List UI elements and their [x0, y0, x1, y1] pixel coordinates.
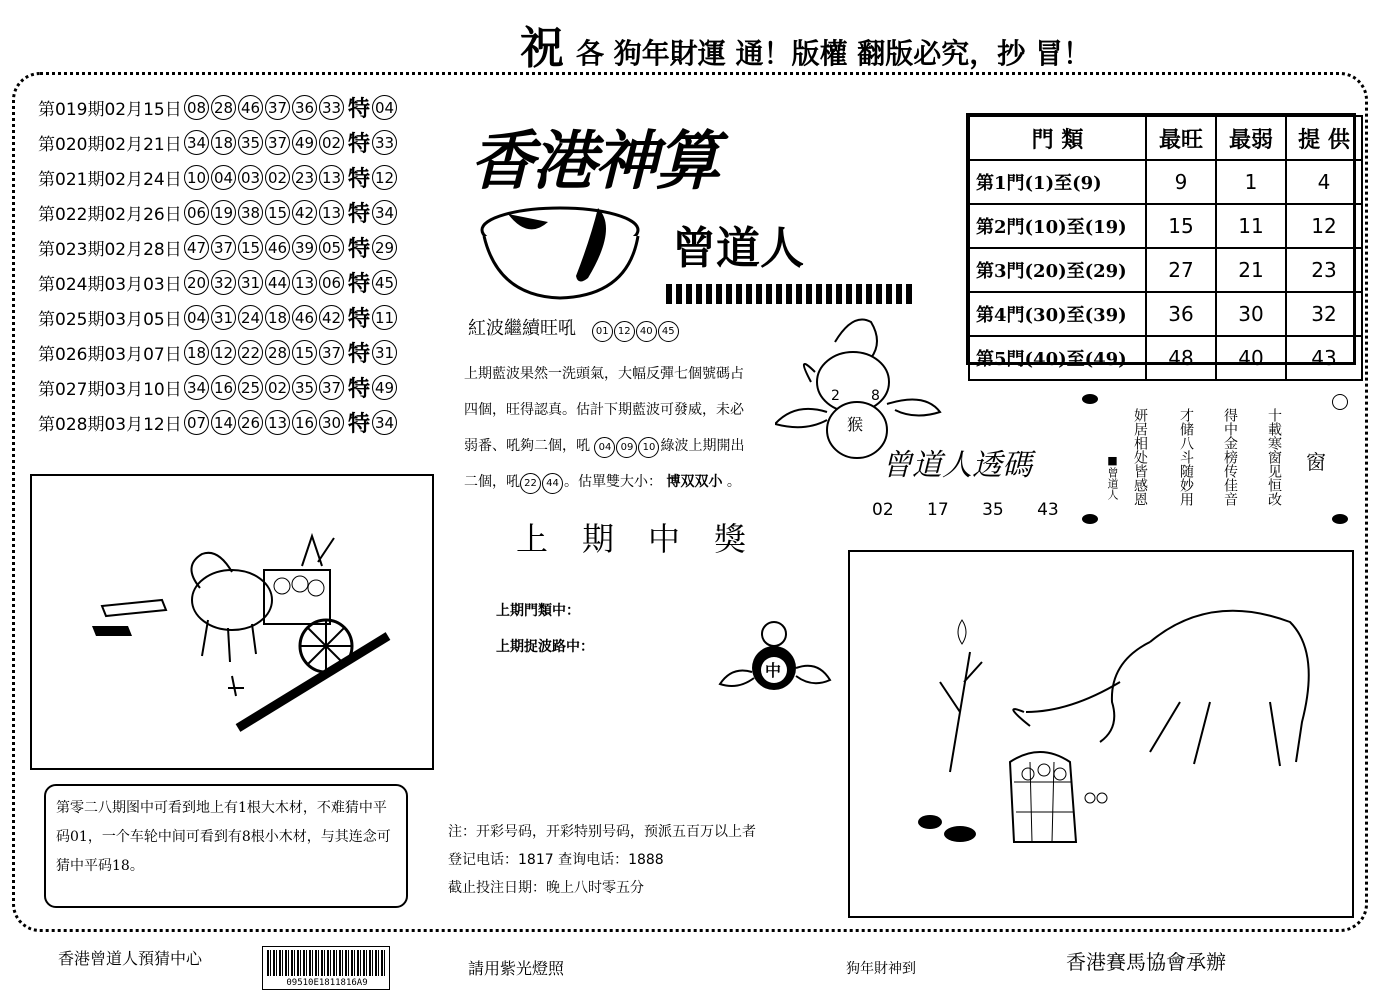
special-label: 特 [348, 271, 371, 297]
number-ball: 13 [319, 165, 344, 190]
table-row [969, 292, 1362, 336]
notice-line-1: 注：开彩号码，开彩特别号码，预派五百万以上者 [448, 824, 756, 840]
number-ball: 23 [292, 165, 317, 190]
number-ball: 18 [184, 340, 209, 365]
small-number-ball: 40 [636, 321, 657, 342]
gold-ingot-icon [478, 200, 648, 300]
cell-give: 12 [1286, 204, 1362, 248]
footer-left: 香港曾道人預猜中心 [58, 949, 203, 968]
ox-cart-illustration [32, 476, 432, 768]
number-ball: 49 [292, 130, 317, 155]
number-ball: 07 [184, 410, 209, 435]
number-ball: 37 [319, 375, 344, 400]
cell-min: 1 [1216, 160, 1286, 204]
special-label: 特 [348, 166, 371, 192]
poem-col-1: 十載寒窗见恒改 [1266, 408, 1282, 506]
draw-row [38, 125, 448, 160]
number-ball: 46 [265, 235, 290, 260]
poem-col-2: 得中金榜传佳音 [1222, 408, 1238, 506]
draw-row [38, 335, 448, 370]
draw-row [38, 265, 448, 300]
cell-min: 21 [1216, 248, 1286, 292]
number-ball: 05 [319, 235, 344, 260]
special-ball: 11 [372, 305, 397, 330]
para-line-1: 上期藍波果然一洗頭氣，大幅反彈七個號碼占 [464, 366, 744, 382]
last-door-label: 上期門類中： [496, 603, 580, 619]
number-ball: 13 [292, 270, 317, 295]
special-label: 特 [348, 201, 371, 227]
draw-row [38, 300, 448, 335]
draw-label: 第026期03月07日 [38, 345, 182, 365]
special-ball: 31 [372, 340, 397, 365]
number-ball: 25 [238, 375, 263, 400]
draw-row [38, 90, 448, 125]
poem-signature: ■曾道人 [1106, 454, 1119, 500]
special-ball: 12 [372, 165, 397, 190]
small-number-ball: 12 [614, 321, 635, 342]
dot-marker [1082, 514, 1098, 524]
cell-door: 第1門(1)至(9) [969, 160, 1146, 204]
notice-block [448, 818, 756, 902]
number-ball: 06 [319, 270, 344, 295]
number-ball: 06 [184, 200, 209, 225]
draw-label: 第025期03月05日 [38, 310, 182, 330]
special-ball: 29 [372, 235, 397, 260]
draw-row [38, 405, 448, 440]
dot-marker [1082, 394, 1098, 404]
special-label: 特 [348, 131, 371, 157]
special-label: 特 [348, 236, 371, 262]
cell-max: 15 [1146, 204, 1216, 248]
small-number-ball: 09 [616, 437, 637, 458]
special-label: 特 [348, 341, 371, 367]
special-label: 特 [348, 376, 371, 402]
analysis-paragraph [464, 356, 756, 500]
number-ball: 13 [319, 200, 344, 225]
number-ball: 35 [292, 375, 317, 400]
cell-max: 9 [1146, 160, 1216, 204]
col-max: 最旺 [1146, 116, 1216, 160]
small-number-ball: 04 [594, 437, 615, 458]
number-ball: 04 [211, 165, 236, 190]
number-ball: 34 [184, 375, 209, 400]
number-ball: 28 [211, 95, 236, 120]
small-number-ball: 22 [520, 473, 541, 494]
number-ball: 16 [292, 410, 317, 435]
para-line-3: 弱番、吼夠二個，吼 04 09 10 綠波上期開出 [464, 428, 756, 464]
page-subtitle: 曾道人 [672, 223, 804, 274]
number-ball: 28 [265, 340, 290, 365]
number-ball: 33 [319, 95, 344, 120]
cell-min: 11 [1216, 204, 1286, 248]
tou-numbers: 02 17 35 43 [872, 500, 1059, 520]
table-row [969, 248, 1362, 292]
wave-head-text: 紅波繼續旺吼 [468, 318, 576, 339]
number-ball: 08 [184, 95, 209, 120]
special-label: 特 [348, 96, 371, 122]
number-ball: 47 [184, 235, 209, 260]
monkey-label: 猴 [847, 415, 864, 434]
table-row [969, 160, 1362, 204]
number-ball: 02 [319, 130, 344, 155]
special-ball: 04 [372, 95, 397, 120]
draw-row [38, 230, 448, 265]
number-ball: 46 [238, 95, 263, 120]
special-label: 特 [348, 411, 371, 437]
draw-row [38, 160, 448, 195]
number-ball: 42 [319, 305, 344, 330]
draw-results [38, 90, 448, 440]
number-ball: 31 [211, 305, 236, 330]
number-ball: 14 [211, 410, 236, 435]
col-min: 最弱 [1216, 116, 1286, 160]
small-number-ball: 10 [638, 437, 659, 458]
cell-door: 第5門(40)至(49) [969, 336, 1146, 380]
poem-col-4: 妍居相处皆感恩 [1132, 408, 1148, 506]
cell-min: 30 [1216, 292, 1286, 336]
number-ball: 39 [292, 235, 317, 260]
number-ball: 37 [211, 235, 236, 260]
footer-right: 香港賽馬協會承辦 [1066, 950, 1226, 974]
draw-label: 第020期02月21日 [38, 135, 182, 155]
table-row [969, 204, 1362, 248]
draw-label: 第022期02月26日 [38, 205, 182, 225]
number-ball: 34 [184, 130, 209, 155]
special-ball: 34 [372, 410, 397, 435]
number-ball: 10 [184, 165, 209, 190]
number-ball: 35 [238, 130, 263, 155]
footer-mid: 請用紫光燈照 [468, 959, 565, 978]
cell-min: 40 [1216, 336, 1286, 380]
number-ball: 38 [238, 200, 263, 225]
number-ball: 18 [265, 305, 290, 330]
number-ball: 18 [211, 130, 236, 155]
cell-give: 23 [1286, 248, 1362, 292]
barcode-number: 09510E1811816A9 [286, 978, 368, 988]
elephant-basket-illustration [850, 552, 1352, 916]
monkey-num-2: 8 [871, 388, 880, 404]
special-ball: 45 [372, 270, 397, 295]
monkey-num-1: 2 [831, 388, 840, 404]
number-ball: 36 [292, 95, 317, 120]
cell-max: 27 [1146, 248, 1216, 292]
small-number-ball: 45 [658, 321, 679, 342]
draw-label: 第019期02月15日 [38, 100, 182, 120]
draw-label: 第027期03月10日 [38, 380, 182, 400]
special-ball: 49 [372, 375, 397, 400]
number-ball: 15 [265, 200, 290, 225]
para-line-2: 四個，旺得認真。估計下期藍波可發威，未必 [464, 402, 744, 418]
top-banner [520, 12, 1380, 72]
number-ball: 04 [184, 305, 209, 330]
door-table [968, 115, 1363, 381]
wave-headline [468, 314, 680, 342]
dot-marker [1332, 514, 1348, 524]
number-ball: 12 [211, 340, 236, 365]
small-number-ball: 01 [592, 321, 613, 342]
last-wave-label: 上期捉波路中： [496, 639, 594, 655]
number-ball: 30 [319, 410, 344, 435]
number-ball: 37 [265, 95, 290, 120]
barcode-bars [267, 950, 385, 976]
draw-label: 第023期02月28日 [38, 240, 182, 260]
last-period-title: 上期中獎 [516, 520, 781, 558]
banner-text: 各 狗年財運 通！版權 翻版必究，抄 冒！ [576, 37, 1091, 70]
number-ball: 03 [238, 165, 263, 190]
number-ball: 02 [265, 375, 290, 400]
number-ball: 31 [238, 270, 263, 295]
table-header-row [969, 116, 1362, 160]
notice-line-2: 登记电话：1817 查询电话：1888 [448, 852, 664, 868]
number-ball: 15 [292, 340, 317, 365]
number-ball: 26 [238, 410, 263, 435]
cell-max: 36 [1146, 292, 1216, 336]
page-title: 香港神算 [470, 124, 718, 199]
number-ball: 22 [238, 340, 263, 365]
poem-window-char: 窗 [1306, 450, 1326, 474]
number-ball: 20 [184, 270, 209, 295]
cell-door: 第4門(30)至(39) [969, 292, 1146, 336]
cell-give: 32 [1286, 292, 1362, 336]
special-ball: 33 [372, 130, 397, 155]
cell-give: 43 [1286, 336, 1362, 380]
circle-marker [1332, 394, 1348, 410]
poem-col-3: 才储八斗随妙用 [1178, 408, 1194, 506]
special-label: 特 [348, 306, 371, 332]
number-ball: 37 [265, 130, 290, 155]
barcode [262, 946, 390, 990]
draw-row [38, 370, 448, 405]
number-ball: 24 [238, 305, 263, 330]
draw-label: 第028期03月12日 [38, 415, 182, 435]
small-number-ball: 44 [542, 473, 563, 494]
special-ball: 34 [372, 200, 397, 225]
cell-max: 48 [1146, 336, 1216, 380]
number-ball: 42 [292, 200, 317, 225]
number-ball: 46 [292, 305, 317, 330]
zhong-gourd-icon [718, 612, 832, 692]
draw-label: 第024期03月03日 [38, 275, 182, 295]
footer-mid-2: 狗年財神到 [846, 961, 916, 977]
number-ball: 16 [211, 375, 236, 400]
cell-door: 第3門(20)至(29) [969, 248, 1146, 292]
puzzle-note: 第零二八期图中可看到地上有1根大木材，不难猜中平码01，一个车轮中间可看到有8根小木材，与其连念可猜中平码18。 [44, 784, 408, 908]
puzzle-picture-right [848, 550, 1354, 918]
puzzle-picture-left [30, 474, 434, 770]
number-ball: 02 [265, 165, 290, 190]
notice-line-3: 截止投注日期：晚上八时零五分 [448, 880, 644, 896]
draw-row [38, 195, 448, 230]
banner-big-char: 祝 [520, 23, 564, 74]
col-door: 門 類 [969, 116, 1146, 160]
col-give: 提 供 [1286, 116, 1362, 160]
number-ball: 44 [265, 270, 290, 295]
number-ball: 13 [265, 410, 290, 435]
number-ball: 32 [211, 270, 236, 295]
number-ball: 37 [319, 340, 344, 365]
draw-label: 第021期02月24日 [38, 170, 182, 190]
para-line-4: 二個，吼 22 44 。估單雙大小： 博双双小 。 [464, 464, 756, 500]
cell-door: 第2門(10)至(19) [969, 204, 1146, 248]
number-ball: 15 [238, 235, 263, 260]
number-ball: 19 [211, 200, 236, 225]
cell-give: 4 [1286, 160, 1362, 204]
table-row [969, 336, 1362, 380]
tou-title: 曾道人透碼 [882, 448, 1032, 483]
zhong-char: 中 [765, 661, 782, 680]
title-stripes [666, 284, 916, 304]
